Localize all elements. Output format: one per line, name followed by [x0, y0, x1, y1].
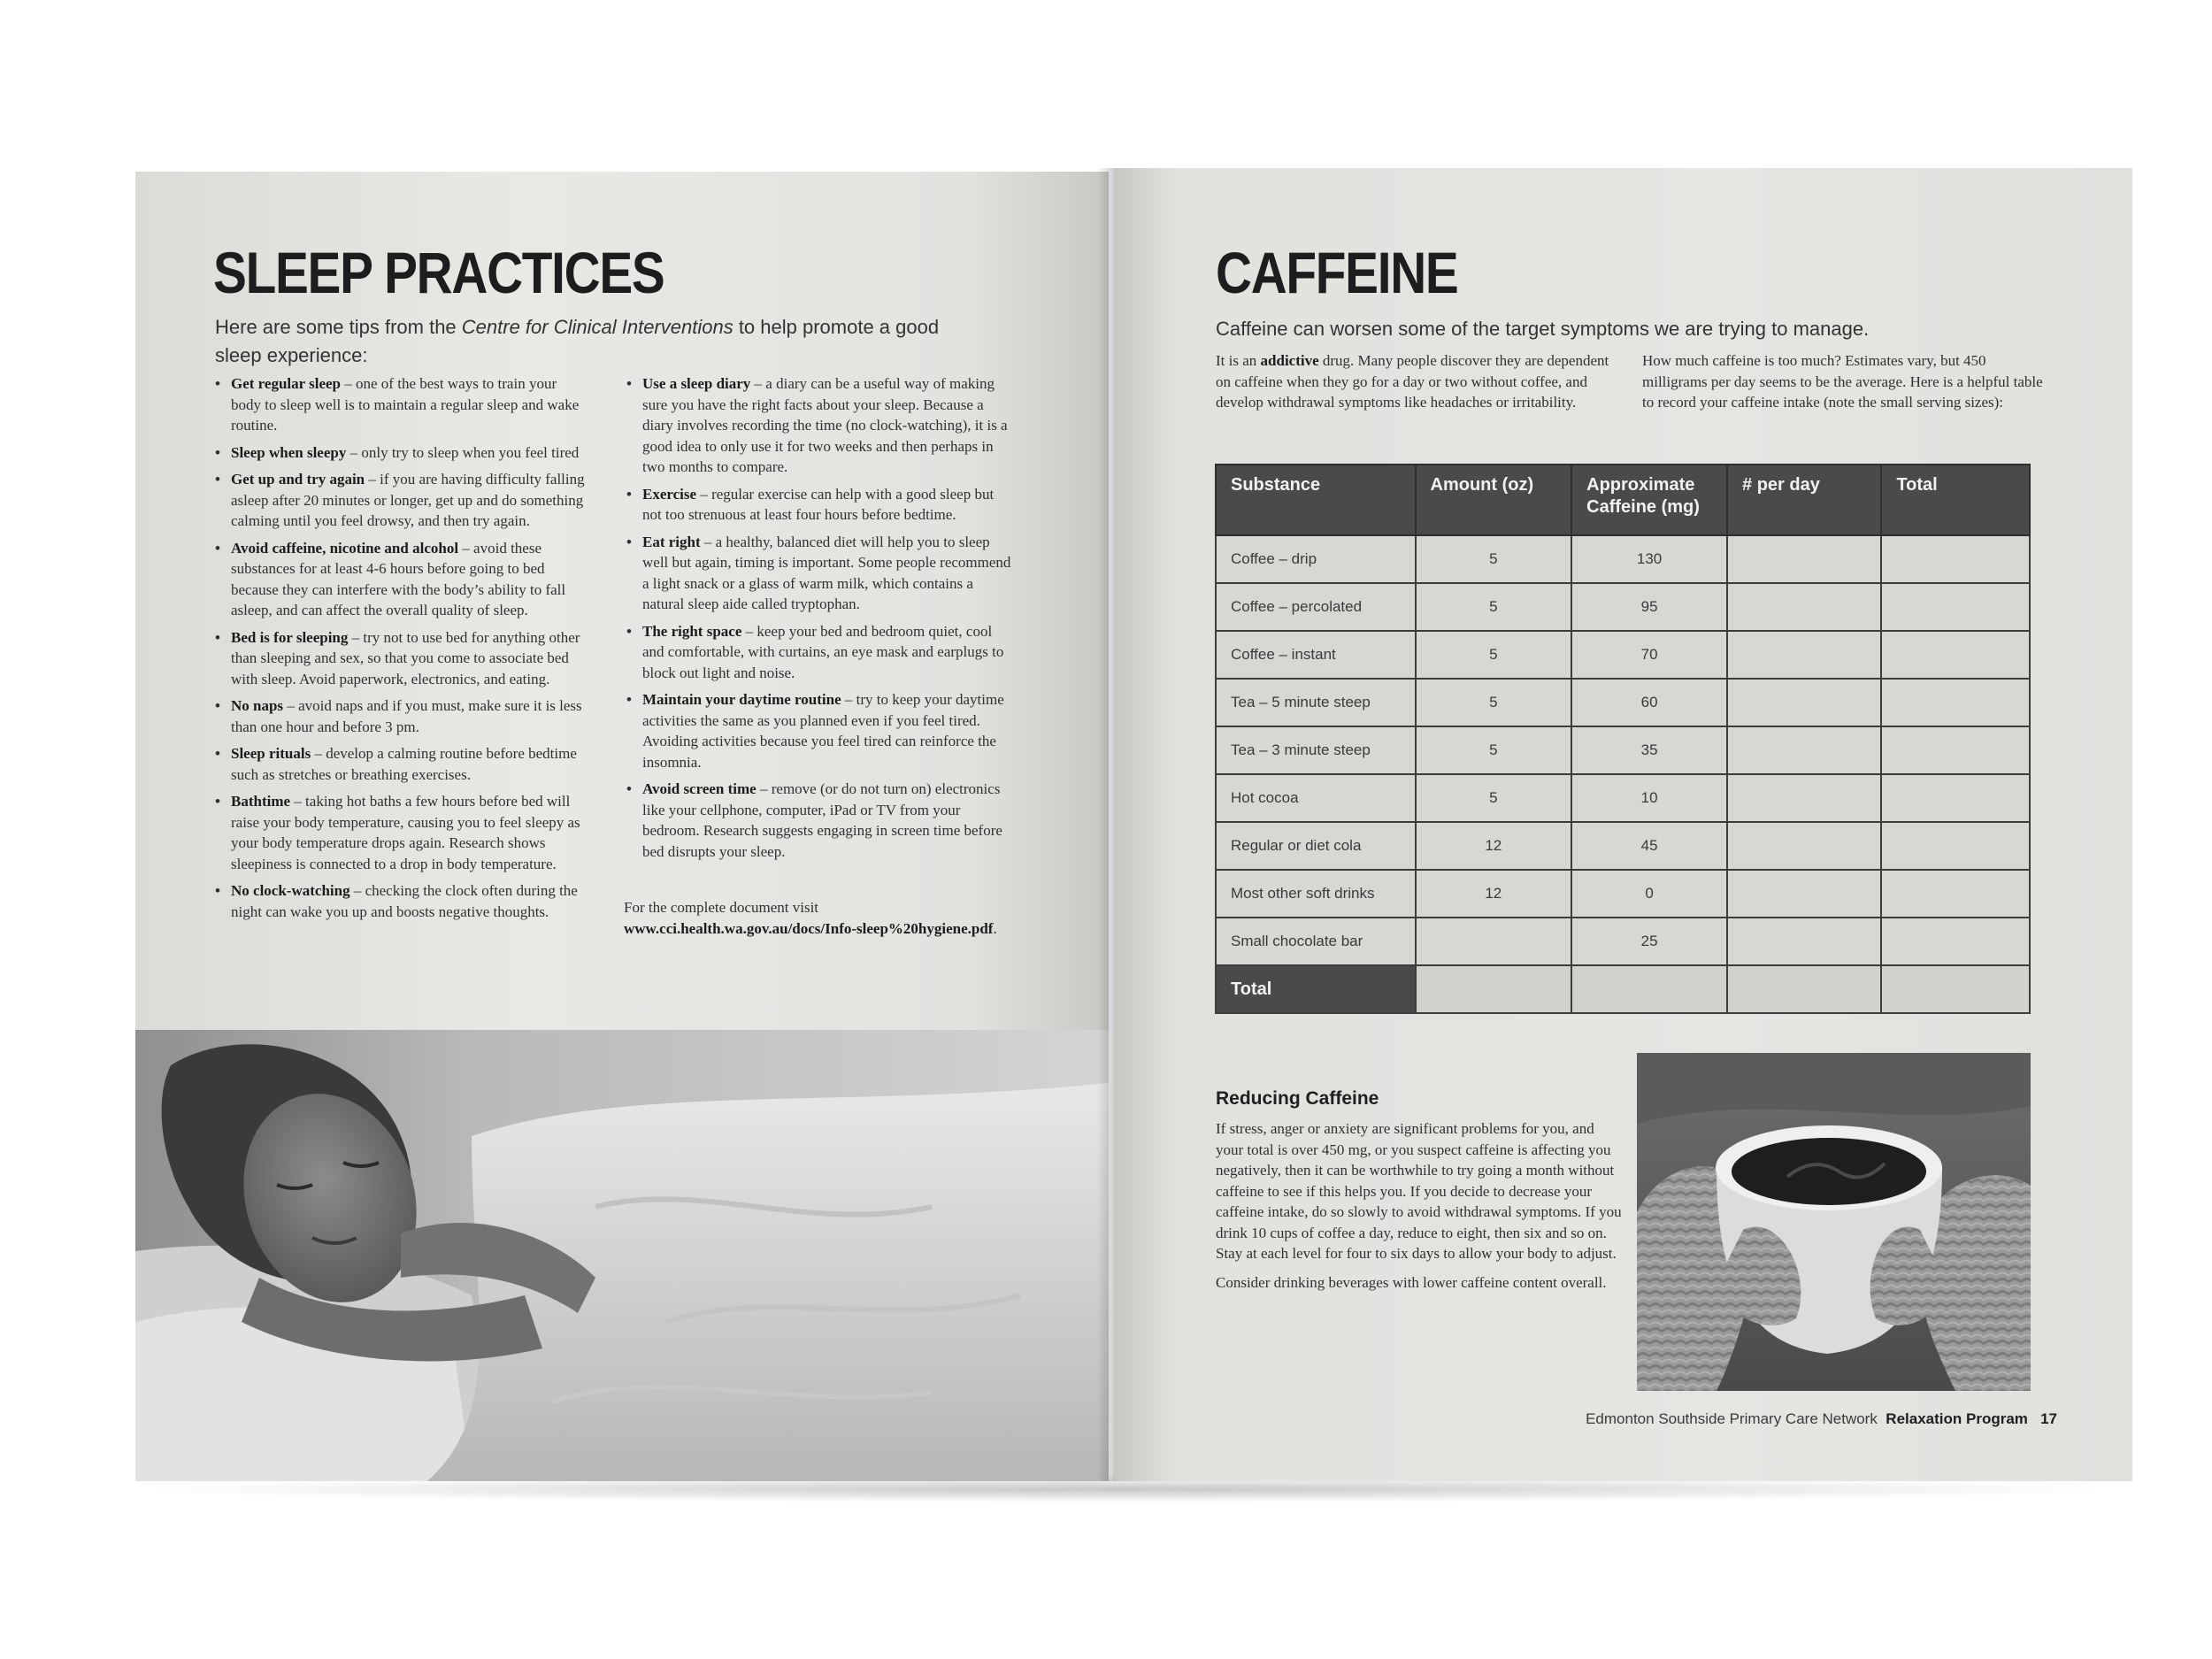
value-cell: 45 — [1571, 822, 1727, 870]
entry-cell[interactable] — [1727, 822, 1881, 870]
entry-cell[interactable] — [1881, 679, 2030, 726]
tip-item — [215, 469, 587, 532]
doc-url-link[interactable]: www.cci.health.wa.gov.au/docs/Info-sleep%20hygiene.pdf — [624, 919, 994, 937]
value-cell: 5 — [1416, 583, 1572, 631]
value-cell: 5 — [1416, 631, 1572, 679]
reducing-para-2: Consider drinking beverages with lower caffeine content overall. — [1216, 1273, 1607, 1291]
total-entry-cell[interactable] — [1881, 965, 2030, 1013]
value-cell: 10 — [1571, 774, 1727, 822]
tip-item — [626, 532, 1016, 615]
tip-term: Exercise — [642, 485, 697, 503]
sleep-intro — [215, 313, 976, 370]
tip-term: Sleep rituals — [231, 745, 311, 762]
column-header: Amount (oz) — [1416, 465, 1572, 535]
table-header-row — [1216, 465, 2030, 535]
value-cell: 12 — [1416, 870, 1572, 918]
entry-cell[interactable] — [1727, 918, 1881, 965]
tip-term: Eat right — [642, 533, 701, 550]
value-cell: 5 — [1416, 774, 1572, 822]
total-row — [1216, 965, 2030, 1013]
tip-text: – keep your bed and bedroom quiet, cool and comfortable, with curtains, an eye mask and earplugs to block out light and noise. — [642, 622, 1004, 681]
right-page — [1115, 168, 2132, 1481]
tip-term: Bed is for sleeping — [231, 628, 349, 646]
reducing-caffeine-heading: Reducing Caffeine — [1216, 1088, 1379, 1109]
tip-text: – a diary can be a useful way of making sure you have the right facts about your sleep. Because a diary involves recording the time (no clock-watching), it is a good idea to only use it for two weeks and then perhaps in two months to compare. — [642, 375, 1008, 475]
substance-cell: Coffee – percolated — [1216, 583, 1416, 631]
tip-text: – avoid these substances for at least 4-6 hours before going to bed because they can interfere with the body’s ability to fall asleep, and can affect the overall quality of sleep. — [231, 539, 566, 618]
tip-item — [215, 791, 587, 874]
para1-end: drug. Many people discover they are dependent on caffeine when they go for a day or two without coffee, and develop withdrawal symptoms like headaches or irritability. — [1216, 352, 1609, 411]
intro-suffix: to help promote a good sleep experience: — [215, 316, 940, 366]
table-row — [1216, 631, 2030, 679]
entry-cell[interactable] — [1881, 726, 2030, 774]
footer-program: Relaxation Program — [1886, 1410, 2028, 1427]
table-row — [1216, 822, 2030, 870]
column-header: # per day — [1727, 465, 1881, 535]
substance-cell: Tea – 5 minute steep — [1216, 679, 1416, 726]
tip-text: – develop a calming routine before bedtime such as stretches or breathing exercises. — [231, 745, 577, 783]
reducing-caffeine-text — [1216, 1118, 1623, 1293]
coffee-mittens-photo — [1637, 1053, 2031, 1391]
column-header: Total — [1881, 465, 2030, 535]
tip-text: – only try to sleep when you feel tired — [346, 443, 580, 461]
table-row — [1216, 774, 2030, 822]
entry-cell[interactable] — [1727, 535, 1881, 583]
intro-source: Centre for Clinical Interventions — [461, 316, 733, 338]
tip-item — [215, 442, 587, 464]
tip-term: Get regular sleep — [231, 375, 342, 392]
entry-cell[interactable] — [1881, 535, 2030, 583]
total-entry-cell[interactable] — [1416, 965, 1572, 1013]
page-footer — [1586, 1410, 2057, 1428]
tip-text: – try not to use bed for anything other than sleeping and sex, so that you come to associate bed with sleep. Avoid paperwork, electronics, and eating. — [231, 628, 580, 687]
entry-cell[interactable] — [1727, 774, 1881, 822]
substance-cell: Coffee – instant — [1216, 631, 1416, 679]
tip-text: – if you are having difficulty falling asleep after 20 minutes or longer, get up and do something calming until you feel drowsy, and then try again. — [231, 471, 585, 529]
page-number: 17 — [2040, 1410, 2057, 1427]
tips-column-2 — [626, 373, 1016, 868]
substance-cell: Hot cocoa — [1216, 774, 1416, 822]
entry-cell[interactable] — [1727, 583, 1881, 631]
tip-item — [215, 695, 587, 737]
tip-text: – try to keep your daytime activities the same as you planned even if you feel tired. Avoiding activities because you feel tired can reinforce the insomnia. — [642, 691, 1004, 771]
intro-prefix: Here are some tips from the — [215, 316, 462, 338]
tips-column-1 — [215, 373, 587, 928]
tip-item — [626, 373, 1016, 478]
table-body — [1216, 535, 2030, 1013]
tip-term: Maintain your daytime routine — [642, 691, 841, 708]
entry-cell[interactable] — [1881, 774, 2030, 822]
tip-text: – taking hot baths a few hours before bed will raise your body temperature, causing you to feel sleepy as your body temperature drops again. Research shows sleepiness is connected to a drop in body temperature. — [231, 793, 580, 872]
complete-document-note — [624, 897, 1048, 939]
caffeine-para-2: How much caffeine is too much? Estimates vary, but 450 milligrams per day seems to be the average. Here is a helpful table to record your caffeine intake (note the small serving sizes): — [1642, 352, 2043, 411]
table-row — [1216, 535, 2030, 583]
tip-term: No clock-watching — [231, 882, 350, 899]
footer-org: Edmonton Southside Primary Care Network — [1586, 1410, 1878, 1427]
tip-item — [215, 627, 587, 690]
substance-cell: Small chocolate bar — [1216, 918, 1416, 965]
table-row — [1216, 583, 2030, 631]
value-cell: 5 — [1416, 726, 1572, 774]
tip-term: The right space — [642, 622, 742, 640]
page-title-caffeine: CAFFEINE — [1216, 240, 1458, 305]
tip-item — [215, 538, 587, 621]
tip-text: – one of the best ways to train your body to sleep well is to maintain a regular sleep and wake routine. — [231, 375, 580, 434]
left-page — [135, 172, 1109, 1481]
tip-text: – remove (or do not turn on) electronics like your cellphone, computer, iPad or TV from your bedroom. Research suggests engaging in screen time before bed disrupts your sleep. — [642, 780, 1002, 860]
entry-cell[interactable] — [1727, 726, 1881, 774]
total-entry-cell[interactable] — [1727, 965, 1881, 1013]
substance-cell: Coffee – drip — [1216, 535, 1416, 583]
tip-term: Avoid caffeine, nicotine and alcohol — [231, 539, 459, 557]
substance-cell: Most other soft drinks — [1216, 870, 1416, 918]
tip-text: – a healthy, balanced diet will help you to sleep well but again, timing is important. Some people recommend a light snack or a glass of warm milk, which contains a natural sleep aide called tryptophan. — [642, 533, 1011, 612]
entry-cell[interactable] — [1727, 679, 1881, 726]
caffeine-table — [1215, 464, 2031, 1014]
value-cell: 95 — [1571, 583, 1727, 631]
tip-text: – checking the clock often during the night can wake you up and boosts negative thoughts. — [231, 882, 578, 920]
tip-item — [215, 743, 587, 785]
tip-text: – avoid naps and if you must, make sure it is less than one hour and before 3 pm. — [231, 697, 582, 735]
reducing-para-1: If stress, anger or anxiety are significant problems for you, and your total is over 450 mg, or you suspect caffeine is affecting you negatively, then it can be worthwhile to try going a month without caffeine to see if this helps you. If you decide to decrease your caffeine intake, do so slowly to avoid withdrawal symptoms. If you drink 10 cups of coffee a day, reduce to eight, then six and so on. Stay at each level for four to six days to allow your body to adjust. — [1216, 1120, 1622, 1262]
table-row — [1216, 870, 2030, 918]
table-row — [1216, 918, 2030, 965]
caffeine-para-1 — [1216, 350, 1618, 413]
value-cell: 60 — [1571, 679, 1727, 726]
doc-url-end: . — [993, 919, 997, 937]
substance-cell: Tea – 3 minute steep — [1216, 726, 1416, 774]
table-row — [1216, 726, 2030, 774]
column-header: Approximate Caffeine (mg) — [1571, 465, 1727, 535]
tip-text: – regular exercise can help with a good sleep but not too strenuous at least four hours before bedtime. — [642, 485, 995, 523]
tip-item — [215, 373, 587, 436]
tip-term: Use a sleep diary — [642, 375, 751, 392]
value-cell: 0 — [1571, 870, 1727, 918]
entry-cell[interactable] — [1881, 918, 2030, 965]
entry-cell[interactable] — [1727, 631, 1881, 679]
total-entry-cell[interactable] — [1571, 965, 1727, 1013]
entry-cell[interactable] — [1881, 870, 2030, 918]
caffeine-intro: Caffeine can worsen some of the target symptoms we are trying to manage. — [1216, 318, 1870, 340]
para1-start: It is an — [1216, 352, 1261, 369]
tip-item — [626, 689, 1016, 772]
doc-note-text: For the complete document visit — [624, 899, 819, 916]
value-cell: 35 — [1571, 726, 1727, 774]
entry-cell[interactable] — [1727, 870, 1881, 918]
column-header: Substance — [1216, 465, 1416, 535]
tip-term: Bathtime — [231, 793, 291, 810]
tip-term: Avoid screen time — [642, 780, 757, 797]
tip-term: Get up and try again — [231, 471, 365, 488]
tip-term: No naps — [231, 697, 284, 714]
sleeping-woman-photo — [135, 1030, 1109, 1481]
tip-item — [626, 779, 1016, 862]
substance-cell: Regular or diet cola — [1216, 822, 1416, 870]
entry-cell[interactable] — [1881, 583, 2030, 631]
tip-item — [626, 621, 1016, 684]
table-row — [1216, 679, 2030, 726]
total-label: Total — [1216, 965, 1416, 1013]
value-cell: 12 — [1416, 822, 1572, 870]
entry-cell[interactable] — [1881, 631, 2030, 679]
page-title-sleep-practices: SLEEP PRACTICES — [213, 240, 664, 305]
tip-term: Sleep when sleepy — [231, 443, 347, 461]
tip-item — [626, 484, 1016, 526]
value-cell: 130 — [1571, 535, 1727, 583]
tip-item — [215, 880, 587, 922]
value-cell — [1416, 918, 1572, 965]
para1-bold: addictive — [1260, 352, 1319, 369]
value-cell: 25 — [1571, 918, 1727, 965]
value-cell: 5 — [1416, 679, 1572, 726]
value-cell: 5 — [1416, 535, 1572, 583]
value-cell: 70 — [1571, 631, 1727, 679]
entry-cell[interactable] — [1881, 822, 2030, 870]
